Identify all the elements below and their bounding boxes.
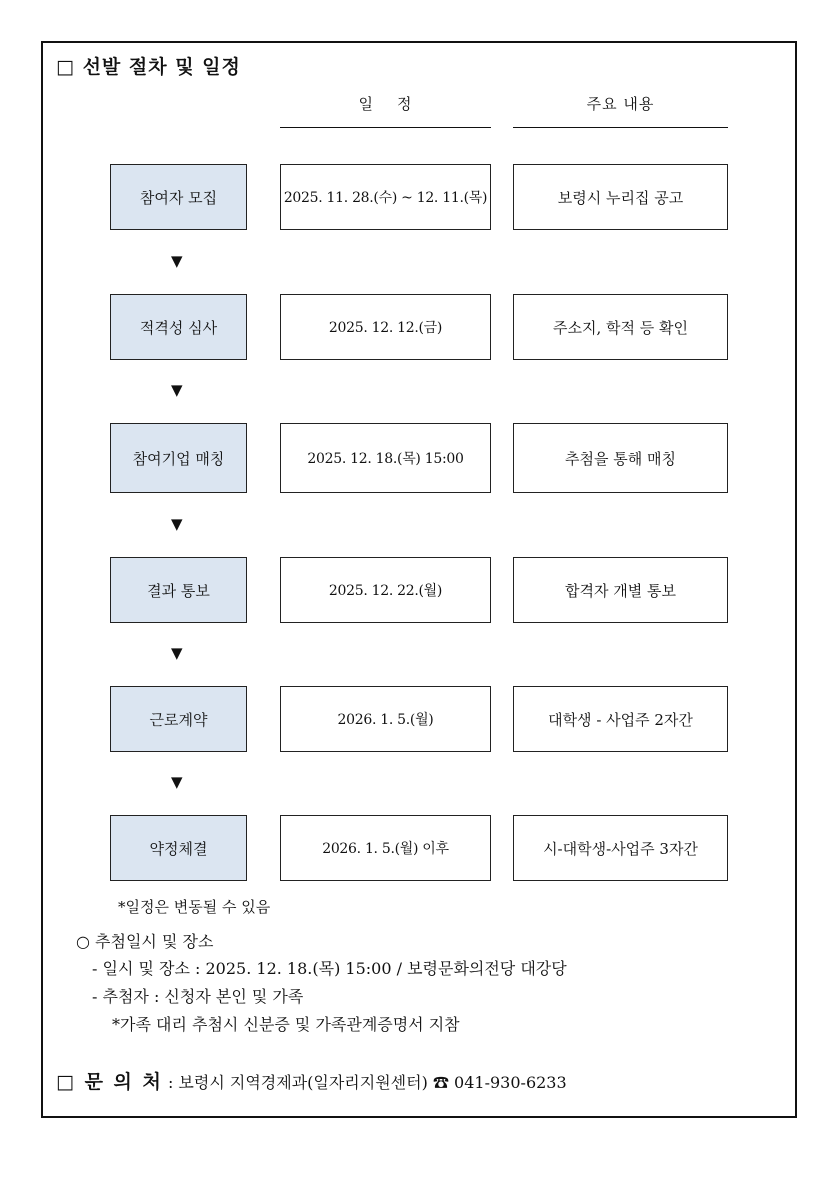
lottery-drawer: - 추첨자 : 신청자 본인 및 가족 bbox=[92, 987, 304, 1006]
step-content-screening: 주소지, 학적 등 확인 bbox=[513, 294, 728, 360]
step-date-agreement: 2026. 1. 5.(월) 이후 bbox=[280, 815, 491, 881]
column-header-content-underline bbox=[513, 127, 728, 128]
step-date-result: 2025. 12. 22.(월) bbox=[280, 557, 491, 623]
column-header-content: 주요 내용 bbox=[586, 95, 655, 113]
step-content-recruit: 보령시 누리집 공고 bbox=[513, 164, 728, 230]
step-content-result: 합격자 개별 통보 bbox=[513, 557, 728, 623]
contact-label: □ 문 의 처 bbox=[56, 1071, 163, 1093]
column-header-schedule-underline bbox=[280, 127, 491, 128]
step-stage-matching: 참여기업 매칭 bbox=[110, 423, 247, 493]
section-title: □ 선발 절차 및 일정 bbox=[56, 56, 241, 78]
flow-arrow-down-icon: ▼ bbox=[171, 515, 183, 533]
step-stage-contract: 근로계약 bbox=[110, 686, 247, 752]
step-date-contract: 2026. 1. 5.(월) bbox=[280, 686, 491, 752]
step-stage-recruit: 참여자 모집 bbox=[110, 164, 247, 230]
flow-arrow-down-icon: ▼ bbox=[171, 644, 183, 662]
lottery-proxy-note: *가족 대리 추첨시 신분증 및 가족관계증명서 지참 bbox=[112, 1015, 460, 1034]
contact-separator: : bbox=[162, 1073, 179, 1092]
lottery-datetime-place: - 일시 및 장소 : 2025. 12. 18.(목) 15:00 / 보령문화의전당 대강당 bbox=[92, 959, 567, 978]
step-content-contract: 대학생 - 사업주 2자간 bbox=[513, 686, 728, 752]
contact-department: 보령시 지역경제과(일자리지원센터) bbox=[178, 1073, 428, 1092]
flow-arrow-down-icon: ▼ bbox=[171, 773, 183, 791]
contact-phone: 041-930-6233 bbox=[454, 1073, 567, 1092]
phone-icon: ☎ bbox=[432, 1073, 449, 1092]
contact-line bbox=[56, 1067, 567, 1094]
step-content-agreement: 시-대학생-사업주 3자간 bbox=[513, 815, 728, 881]
column-header-schedule: 일 정 bbox=[358, 95, 413, 113]
step-date-recruit: 2025. 11. 28.(수) ~ 12. 11.(목) bbox=[280, 164, 491, 230]
step-stage-screening: 적격성 심사 bbox=[110, 294, 247, 360]
flow-arrow-down-icon: ▼ bbox=[171, 252, 183, 270]
step-content-matching: 추첨을 통해 매칭 bbox=[513, 423, 728, 493]
lottery-heading: ○ 추첨일시 및 장소 bbox=[76, 932, 214, 951]
step-stage-result: 결과 통보 bbox=[110, 557, 247, 623]
flow-arrow-down-icon: ▼ bbox=[171, 381, 183, 399]
step-date-matching: 2025. 12. 18.(목) 15:00 bbox=[280, 423, 491, 493]
step-stage-agreement: 약정체결 bbox=[110, 815, 247, 881]
schedule-change-note: *일정은 변동될 수 있음 bbox=[118, 898, 271, 916]
step-date-screening: 2025. 12. 12.(금) bbox=[280, 294, 491, 360]
